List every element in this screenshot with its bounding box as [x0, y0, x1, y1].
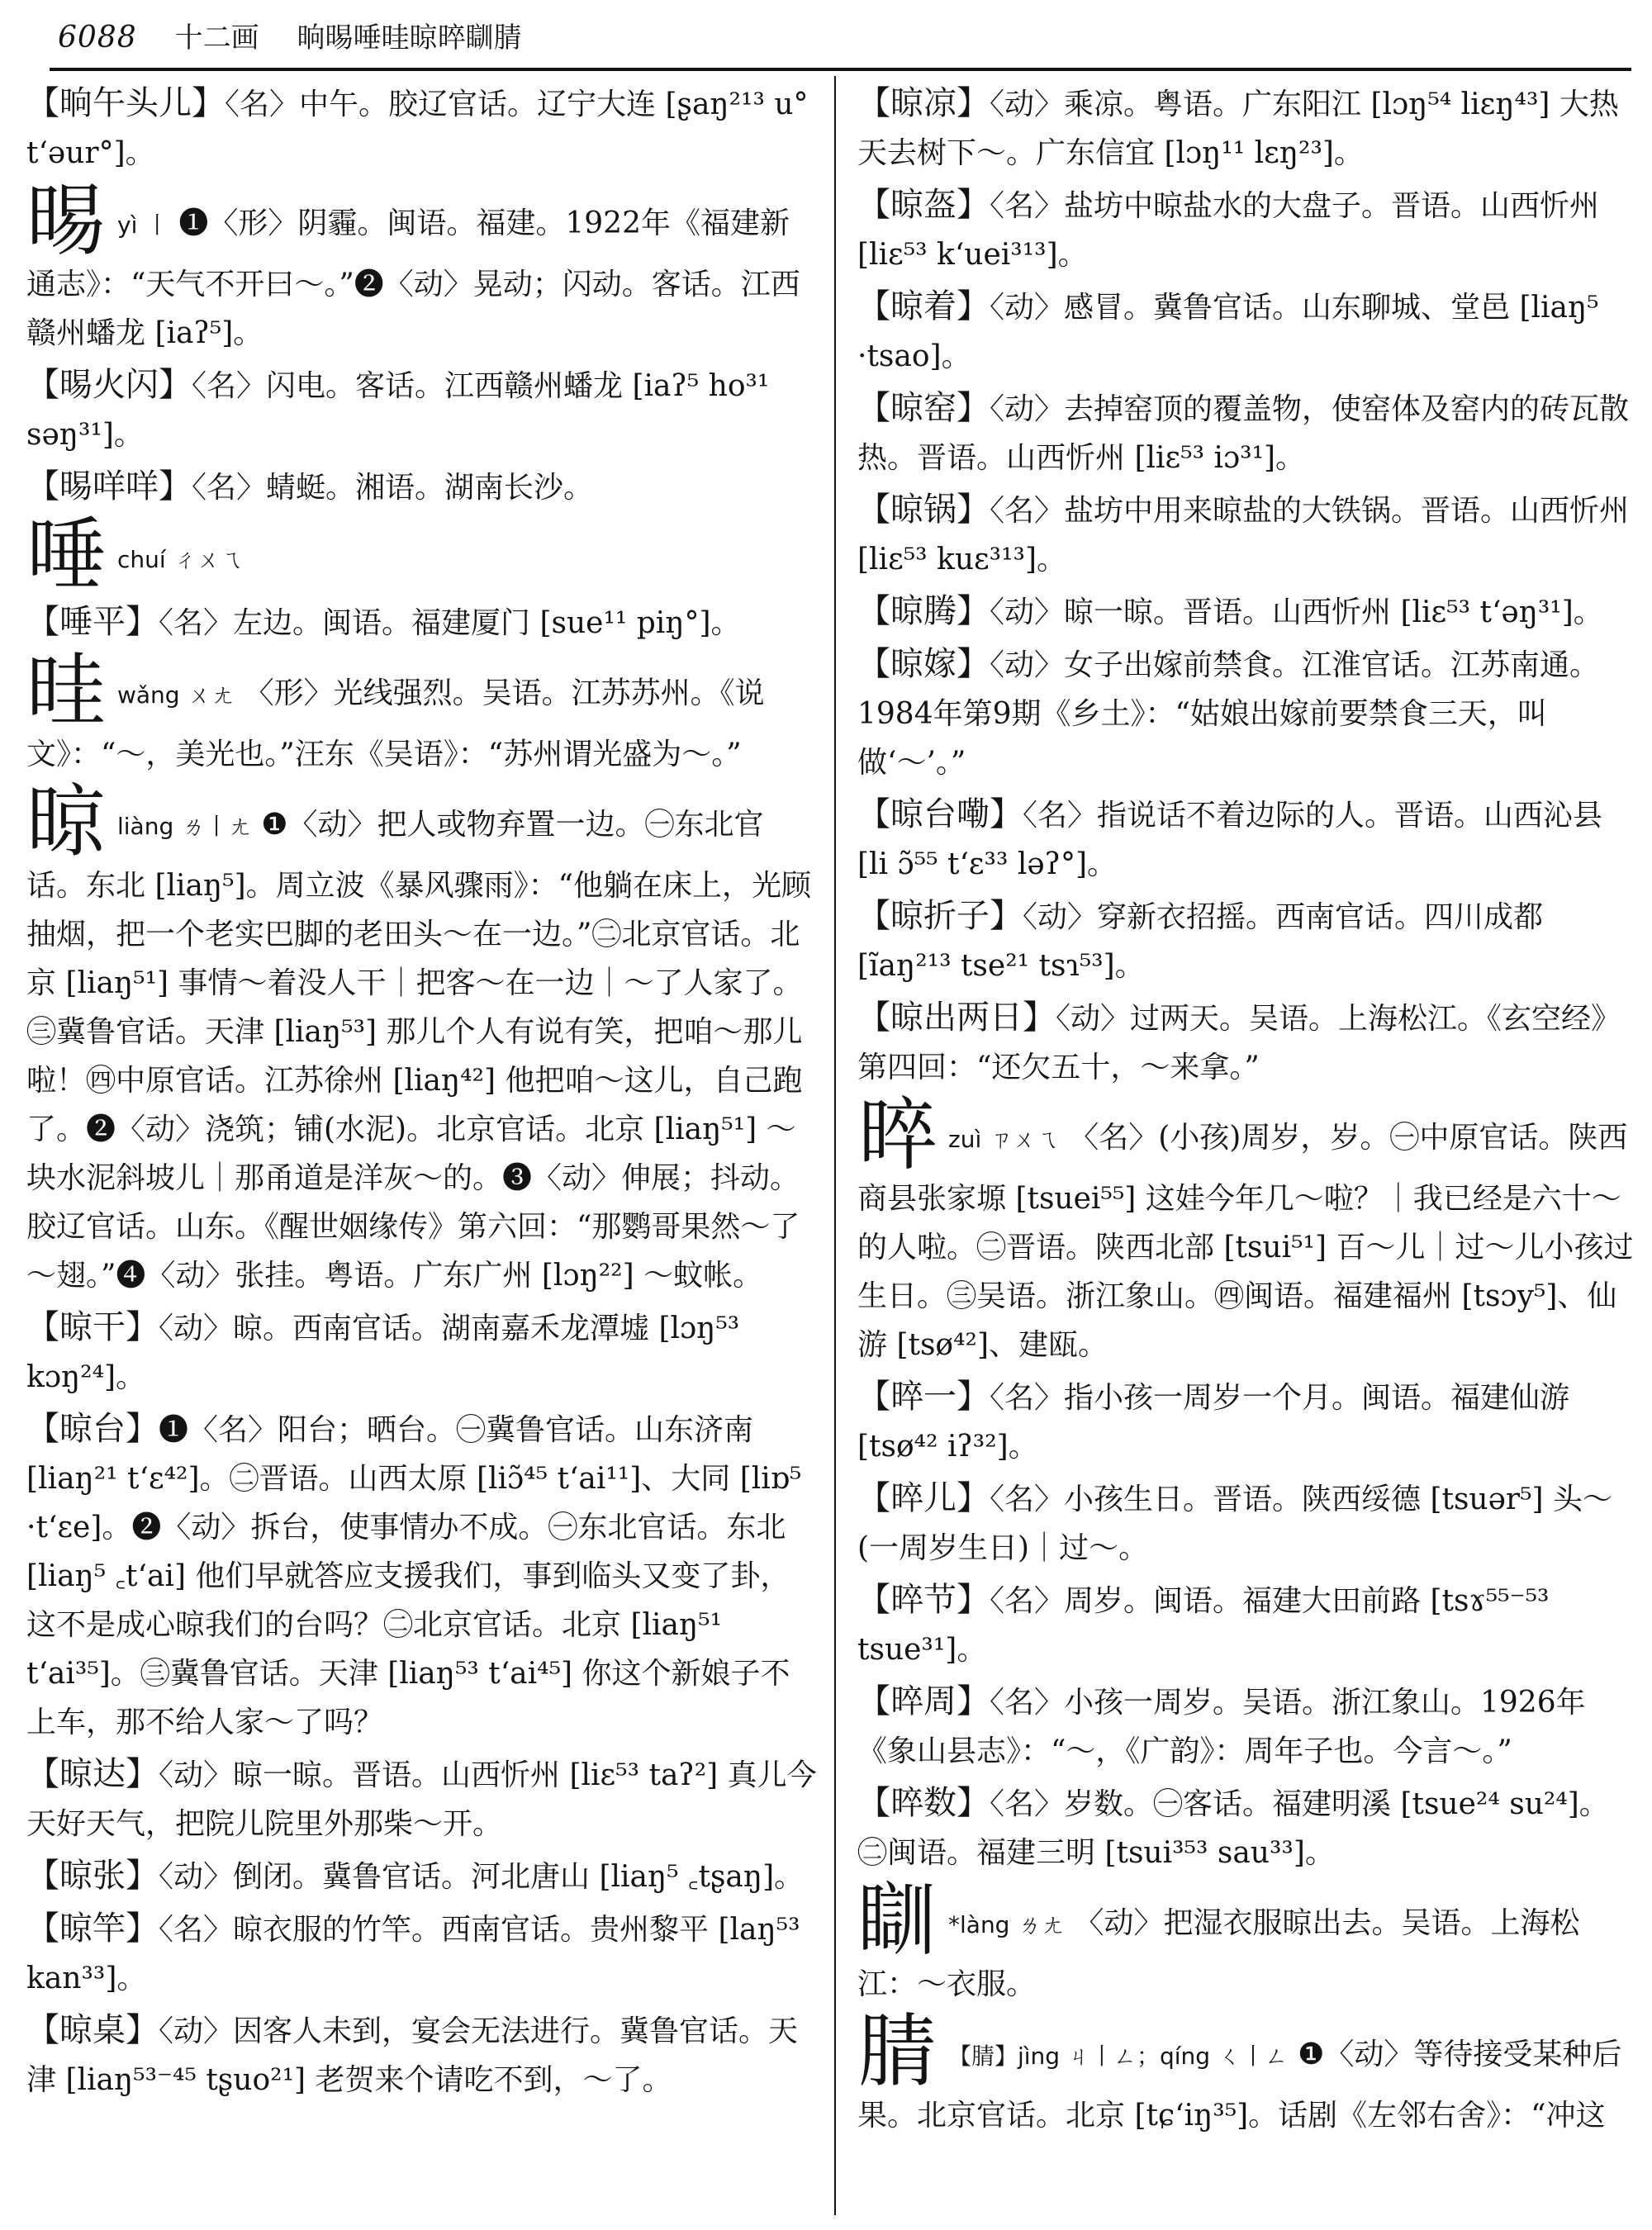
head-character: 晬	[857, 1089, 937, 1181]
head-character-entry	[26, 644, 818, 779]
left-column	[26, 79, 818, 2108]
sub-entry	[857, 181, 1635, 279]
sub-entry	[857, 640, 1635, 787]
sub-headword: 【晾张】	[26, 1857, 159, 1895]
column-divider	[834, 76, 836, 2215]
definition-text: 〈名〉指小孩一周岁一个月。闽语。福建仙游 [tsø⁴² iʔ³²]。	[857, 1381, 1570, 1464]
sub-entry	[857, 1779, 1635, 1877]
sub-entry	[857, 384, 1635, 482]
head-character-entry	[857, 1874, 1635, 2009]
zhuyin: 丨	[145, 211, 169, 239]
head-character: 晹	[26, 174, 106, 267]
section-label: 十二画	[174, 21, 259, 55]
sub-entry	[26, 598, 818, 648]
sub-entry	[857, 486, 1635, 584]
sub-headword: 【晾着】	[857, 287, 990, 325]
sub-headword: 【晾台嘞】	[857, 795, 1023, 833]
definition-text: 〈动〉因客人未到，宴会无法进行。冀鲁官话。天津 [liaŋ⁵³⁻⁴⁵ tʂuo²¹] 老贺来个请吃不到，～了。	[26, 2014, 799, 2097]
zhuyin: ㄑ丨ㄥ	[1218, 2043, 1289, 2070]
sub-entry	[26, 2006, 818, 2104]
head-character-entry	[857, 1089, 1635, 1369]
sub-entry	[26, 1905, 818, 2003]
definition-text: 〈动〉感冒。冀鲁官话。山东聊城、堂邑 [liaŋ⁵ ·tsao]。	[857, 291, 1599, 373]
sub-headword: 【晬周】	[857, 1682, 990, 1720]
sub-headword: 【晾窑】	[857, 389, 990, 427]
sub-entry	[857, 892, 1635, 990]
definition-text: 〈名〉周岁。闽语。福建大田前路 [tsɤ⁵⁵⁻⁵³ tsue³¹]。	[857, 1584, 1550, 1667]
zhuyin: ㄗㄨㄟ	[990, 1126, 1060, 1153]
sub-headword: 【晬数】	[857, 1784, 990, 1822]
sub-entry	[857, 1474, 1635, 1573]
definition-text: 〈名〉蜻蜓。湘语。湖南长沙。	[192, 471, 594, 505]
definition-text: 〈名〉左边。闽语。福建厦门 [sue¹¹ piŋ°]。	[159, 606, 741, 640]
sub-headword: 【晾凉】	[857, 84, 990, 122]
definition-text: 〈名〉中午。胶辽官话。辽宁大连 [ʂaŋ²¹³ u° tʻəur°]。	[26, 88, 809, 170]
definition-text: 〈名〉(小孩)周岁，岁。㊀中原官话。陕西商县张家塬 [tsuei⁵⁵] 这娃今年几～啦？｜我已经是六十～的人啦。㊁晋语。陕西北部 [tsui⁵¹] 百～儿｜过～儿小孩过生日。㊂吴语。浙江象山。㊃闽语。福建福州 [tsɔy⁵]、仙游 [tsø⁴²]、建瓯。	[857, 1121, 1634, 1362]
definition-text: 〈名〉岁数。㊀客话。福建明溪 [tsue²⁴ su²⁴]。㊁闽语。福建三明 [tsui³⁵³ sau³³]。	[857, 1787, 1609, 1870]
sub-entry	[857, 587, 1635, 637]
definition-text: 〈名〉盐坊中晾盐水的大盘子。晋语。山西忻州 [liɛ⁵³ kʻuei³¹³]。	[857, 189, 1600, 272]
sub-headword: 【晌午头儿】	[26, 84, 225, 122]
sub-entry	[26, 1852, 818, 1901]
definition-text: 〈动〉乘凉。粤语。广东阳江 [lɔŋ⁵⁴ liɛŋ⁴³] 大热天去树下～。广东信宜 [lɔŋ¹¹ lɛŋ²³]。	[857, 88, 1619, 170]
sub-headword: 【晾折子】	[857, 897, 1023, 935]
definition-text: 〈动〉倒闭。冀鲁官话。河北唐山 [liaŋ⁵ ꜀tʂaŋ]。	[159, 1860, 805, 1894]
definition-text: 〈动〉晾。西南官话。湖南嘉禾龙潭墟 [lɔŋ⁵³ kɔŋ²⁴]。	[26, 1312, 740, 1394]
head-character: 瞓	[857, 1874, 937, 1967]
definition-text: 〈动〉过两天。吴语。上海松江。《玄空经》第四回：“还欠五十，～来拿。”	[857, 1002, 1621, 1084]
zhuyin: ㄔㄨㄟ	[173, 546, 244, 573]
definition-text: 〈动〉去掉窑顶的覆盖物，使窑体及窑内的砖瓦散热。晋语。山西忻州 [liɛ⁵³ iɔ³¹]。	[857, 392, 1630, 475]
sub-entry	[857, 1677, 1635, 1776]
head-character: 晾	[26, 776, 106, 868]
pinyin: yì	[117, 211, 138, 239]
definition-text: 〈名〉闪电。客话。江西赣州蟠龙 [iaʔ⁵ ho³¹ səŋ³¹]。	[26, 369, 770, 452]
head-character-entry	[26, 174, 818, 358]
sub-headword: 【晾桌】	[26, 2011, 159, 2049]
sub-headword: 【晬节】	[857, 1581, 990, 1619]
sub-entry	[26, 1303, 818, 1402]
definition-text: ❶〈形〉阴霾。闽语。福建。1922年《福建新通志》：“天气不开曰～。”❷〈动〉晃动；闪动。客话。江西赣州蟠龙 [iaʔ⁵]。	[26, 206, 800, 350]
definition-text: 〈名〉晾衣服的竹竿。西南官话。贵州黎平 [laŋ⁵³ kan³³]。	[26, 1913, 800, 1995]
head-character: 腈	[857, 2005, 937, 2098]
sub-headword: 【晾腾】	[857, 592, 990, 630]
definition-text: 〈名〉小孩生日。晋语。陕西绥德 [tsuər⁵] 头～(一周岁生日)｜过～。	[857, 1483, 1613, 1565]
pinyin: liàng	[117, 813, 174, 840]
page-number: 6088	[58, 21, 137, 55]
sub-entry	[857, 79, 1635, 178]
definition-text: 〈名〉盐坊中用来晾盐的大铁锅。晋语。山西忻州 [liɛ⁵³ kuɛ³¹³]。	[857, 494, 1630, 576]
sub-headword: 【晾干】	[26, 1308, 159, 1346]
definition-text: ❶〈名〉阳台；晒台。㊀冀鲁官话。山东济南 [liaŋ²¹ tʻɛ⁴²]。㊁晋语。山西太原 [liɔ̃⁴⁵ tʻai¹¹]、大同 [liɒ⁵ ·tʻɛe]。❷〈动〉拆台，使事情办不成。㊀东北官话。东北 [liaŋ⁵ ꜀tʻai] 他们早就答应支援我们，事到临头又变了卦，这不是成心晾我们的台吗？㊁北京官话。北京 [liaŋ⁵¹ tʻai³⁵]。㊂冀鲁官话。天津 [liaŋ⁵³ tʻai⁴⁵] 你这个新娘子不上车，那不给人家～了吗？	[26, 1413, 802, 1739]
sub-entry	[26, 1405, 818, 1747]
pinyin: *làng	[948, 1911, 1010, 1938]
definition-text: ❶〈动〉等待接受某种后果。北京官话。北京 [tɕʻiŋ³⁵]。话剧《左邻右舍》：“冲这	[857, 2038, 1622, 2133]
pinyin: chuí	[117, 546, 166, 573]
header-rule	[50, 68, 1631, 71]
sub-entry	[857, 282, 1635, 381]
sub-headword: 【晾出两日】	[857, 999, 1056, 1037]
head-character: 晆	[26, 644, 106, 737]
zhuyin: ㄌㄤ	[1018, 1911, 1065, 1938]
page-header	[58, 15, 1627, 61]
sub-entry	[857, 994, 1635, 1092]
sub-headword: 【晹火闪】	[26, 366, 192, 404]
header-characters: 晌晹唾晆晾晬瞓腈	[297, 21, 522, 55]
sub-entry	[857, 1373, 1635, 1471]
sub-headword: 【晾锅】	[857, 491, 990, 529]
sub-entry	[857, 790, 1635, 889]
sub-entry	[26, 361, 818, 459]
head-character-entry	[26, 509, 818, 601]
sub-entry	[26, 463, 818, 512]
sub-headword: 【唾平】	[26, 603, 159, 641]
head-character: 唾	[26, 509, 106, 601]
head-character-entry	[857, 2005, 1635, 2140]
definition-text: ❶〈动〉把人或物弃置一边。㊀东北官话。东北 [liaŋ⁵]。周立波《暴风骤雨》：“他躺在床上，光顾抽烟，把一个老实巴脚的老田头～在一边。”㊁北京官话。北京 [liaŋ⁵¹] 事情～着没人干｜把客～在一边｜～了人家了。㊂冀鲁官话。天津 [liaŋ⁵³] 那儿个人有说有笑，把咱～那儿啦！㊃中原官话。江苏徐州 [liaŋ⁴²] 他把咱～这儿，自己跑了。❷〈动〉浇筑；铺(水泥)。北京官话。北京 [liaŋ⁵¹] ～块水泥斜坡儿｜那甬道是洋灰～的。❸〈动〉伸展；抖动。胶辽官话。山东。《醒世姻缘传》第六回：“那鹦哥果然～了～翅。”❹〈动〉张挂。粤语。广东广州 [lɔŋ²²] ～蚊帐。	[26, 808, 812, 1293]
sub-headword: 【晾台】	[26, 1410, 159, 1448]
sub-headword: 【晾竿】	[26, 1910, 159, 1948]
pinyin: zuì	[948, 1126, 982, 1153]
definition-text: 〈动〉晾一晾。晋语。山西忻州 [liɛ⁵³ tʻəŋ³¹]。	[990, 595, 1603, 629]
sub-entry	[26, 1750, 818, 1848]
definition-text: 〈形〉光线强烈。吴语。江苏苏州。《说文》：“～，美光也。”汪东《吴语》：“苏州谓光盛为～。”	[26, 676, 765, 771]
right-column	[857, 79, 1635, 2143]
pinyin: wǎng	[117, 681, 180, 709]
definition-text: 〈名〉小孩一周岁。吴语。浙江象山。1926年《象山县志》：“～，《广韵》：周年子也。今言～。”	[857, 1686, 1586, 1768]
definition-text: 〈名〉指说话不着边际的人。晋语。山西沁县 [li ɔ̃⁵⁵ tʻɛ³³ ləʔ°]。	[857, 799, 1603, 881]
definition-text: 〈动〉女子出嫁前禁食。江淮官话。江苏南通。1984年第9期《乡土》：“姑娘出嫁前要禁食三天，叫做‘～’。”	[857, 648, 1600, 780]
zhuyin: ㄨㄤ	[188, 681, 235, 709]
sub-headword: 【晾盔】	[857, 186, 990, 224]
definition-text: 〈动〉把湿衣服晾出去。吴语。上海松江：～衣服。	[857, 1906, 1580, 2001]
sub-entry	[857, 1576, 1635, 1674]
sub-headword: 【晾嫁】	[857, 645, 990, 683]
head-character-entry	[26, 776, 818, 1300]
sub-headword: 【晾达】	[26, 1755, 159, 1793]
sub-headword: 【晬儿】	[857, 1479, 990, 1517]
sub-headword: 【晬一】	[857, 1378, 990, 1416]
pinyin: 【腈】jìng ㄐ丨ㄥ；qíng	[948, 2043, 1211, 2070]
sub-entry	[26, 79, 818, 178]
zhuyin: ㄌ丨ㄤ	[182, 813, 252, 840]
definition-text: 〈动〉晾一晾。晋语。山西忻州 [liɛ⁵³ taʔ²] 真儿今天好天气，把院儿院里外那柴～开。	[26, 1758, 817, 1841]
definition-text: 〈动〉穿新衣招摇。西南官话。四川成都 [ĩaŋ²¹³ tse²¹ tsɿ⁵³]。	[857, 900, 1544, 983]
sub-headword: 【晹咩咩】	[26, 467, 192, 505]
